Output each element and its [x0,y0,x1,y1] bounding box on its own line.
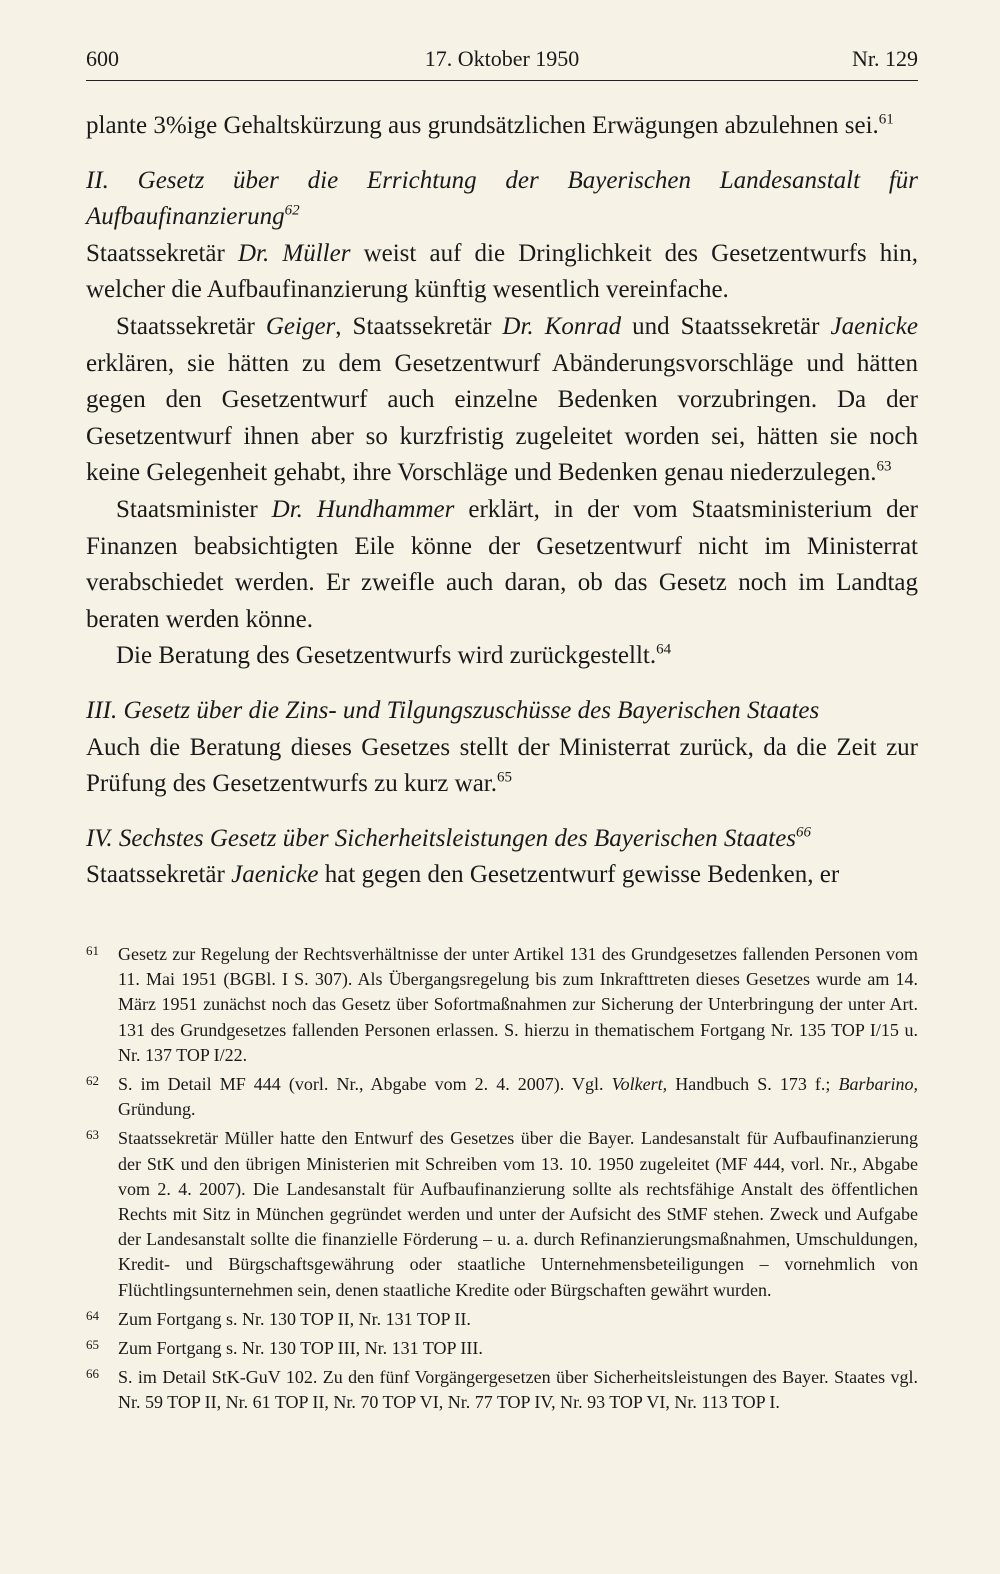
person-name: Jaenicke [231,861,319,889]
footnote-61: 61 Gesetz zur Regelung der Rechtsverhältnisse der unter Artikel 131 des Grundgesetzes fallenden Personen vom 11. Mai 1951 (BGBl. I S. 307). Als Übergangsregelung bis zum Inkrafttreten dieses Gesetzes wurde am 14. März 1951 zunächst noch das Gesetz über Sofortmaßnahmen zur Sicherung der Unterbringung der unter Art. 131 des Grundgesetzes fallenden Personen erlassen. S. hierzu in thematischem Fortgang Nr. 135 TOP I/15 u. Nr. 137 TOP I/22. [86,942,918,1068]
footnote-64: 64 Zum Fortgang s. Nr. 130 TOP II, Nr. 131 TOP II. [86,1307,918,1332]
footnote-number: 61 [86,943,99,958]
section-heading-ii: II. Gesetz über die Errichtung der Bayerischen Landesanstalt für Aufbaufinanzierung$^{62}$ [86,166,918,231]
person-name: Dr. Konrad [502,312,622,340]
header-date: 17. Oktober 1950 [424,46,580,71]
footnote-number: 65 [86,1337,99,1353]
person-name: Geiger [265,312,336,340]
footnote-ref: 63 [876,459,892,476]
footnote-ref: 64 [656,641,672,658]
person-name: Dr. Müller [237,239,351,267]
issue-number: Nr. 129 [852,46,918,71]
footnote-66: 66 S. im Detail StK-GuV 102. Zu den fünf Vorgängergesetzen über Sicherheitsleistungen des Bayer. Staates vgl. Nr. 59 TOP II, Nr. 61 TOP II, Nr. 70 TOP VI, Nr. 77 TOP IV, Nr. 93 TOP VI, Nr. 113 TOP I. [86,1365,918,1415]
footnote-number: 64 [86,1307,99,1323]
author-name: Barbarino, [838,1074,918,1095]
main-text [86,108,918,894]
page-number: 600 [86,46,119,71]
footnote-63: 63 Staatssekretär Müller hatte den Entwurf des Gesetzes über die Bayer. Landesanstalt für Aufbaufinanzierung der StK und den übrigen Ministerien mit Schreiben vom 13. 10. 1950 zugeleitet (MF 444, vorl. Nr., Abgabe vom 2. 4. 2007). Die Landesanstalt für Aufbaufinanzierung sollte als rechtsfähige Anstalt des öffentlichen Rechts mit Sitz in München gegründet werden und unter der Aufsicht des StMF stehen. Zweck und Aufgabe der Landesanstalt sollte die finanzielle Förderung – u. a. durch Refinanzierungsmaßnahmen, Umschuldungen, Kredit- und Bürgschaftsgewährung oder staatliche Unternehmensbeteiligungen – vornehmlich von Flüchtlingsunternehmen sein, denen staatliche Kredite oder Bürgschaften gewährt wurden. [86,1126,918,1302]
person-name: Dr. Hundhammer [271,495,455,523]
footnote-number: 62 [86,1073,99,1089]
section-heading-iv: IV. Sechstes Gesetz über Sicherheitsleistungen des Bayerischen Staates$^{66}$ [86,824,812,852]
running-header [86,44,918,81]
footnote-ref: 62 [284,202,300,219]
footnote-ref: 65 [497,769,512,786]
section-heading-iii: III. Gesetz über die Zins- und Tilgungszuschüsse des Bayerischen Staates [86,696,820,724]
footnotes [86,942,918,1420]
paragraph-2: Staatssekretär Dr. Müller weist auf die Dringlichkeit des Gesetzentwurfs hin, welcher die Aufbaufinanzierung künftig wesentlich vereinfache. [86,239,918,304]
footnote-number: 63 [86,1127,99,1143]
paragraph-5: Die Beratung des Gesetzentwurfs wird zurückgestellt.$^{64}$ [116,641,672,670]
paragraph-6: Auch die Beratung dieses Gesetzes stellt der Ministerrat zurück, da die Zeit zur Prüfung des Gesetzentwurfs zu kurz war.$^{65}$ [86,733,918,798]
footnote-ref: 61 [878,111,894,128]
paragraph-1: plante 3%ige Gehaltskürzung aus grundsätzlichen Erwägungen abzulehnen sei.$^{61}$ [86,111,894,139]
footnote-ref: 66 [796,824,812,841]
paragraph-7: Staatssekretär Jaenicke hat gegen den Gesetzentwurf gewisse Bedenken, er [86,861,840,889]
paragraph-3: Staatssekretär Geiger, Staatssekretär Dr. Konrad und Staatssekretär Jaenicke erklären, sie hätten zu dem Gesetzentwurf Abänderungsvorschläge und hätten gegen den Gesetzentwurf auch einzelne Bedenken vorzubringen. Da der Gesetzentwurf ihnen aber so kurzfristig zugeleitet worden sei, hätten sie noch keine Gelegenheit gehabt, ihre Vorschläge und Bedenken genau niederzulegen.$^{63}$ [86,312,918,487]
person-name: Jaenicke [830,312,918,340]
footnote-62: 62 S. im Detail MF 444 (vorl. Nr., Abgabe vom 2. 4. 2007). Vgl. Volkert, Handbuch S. 173 f.; Barbarino, Gründung. [86,1072,918,1122]
footnote-65: 65 Zum Fortgang s. Nr. 130 TOP III, Nr. 131 TOP III. [86,1336,918,1361]
footnote-number: 66 [86,1366,99,1382]
paragraph-4: Staatsminister Dr. Hundhammer erklärt, in der vom Staatsministerium der Finanzen beabsichtigten Eile könne der Gesetzentwurf nicht im Ministerrat verabschiedet werden. Er zweifle auch daran, ob das Gesetz noch im Landtag beraten werden könne. [86,495,919,633]
author-name: Volkert, [611,1074,668,1095]
